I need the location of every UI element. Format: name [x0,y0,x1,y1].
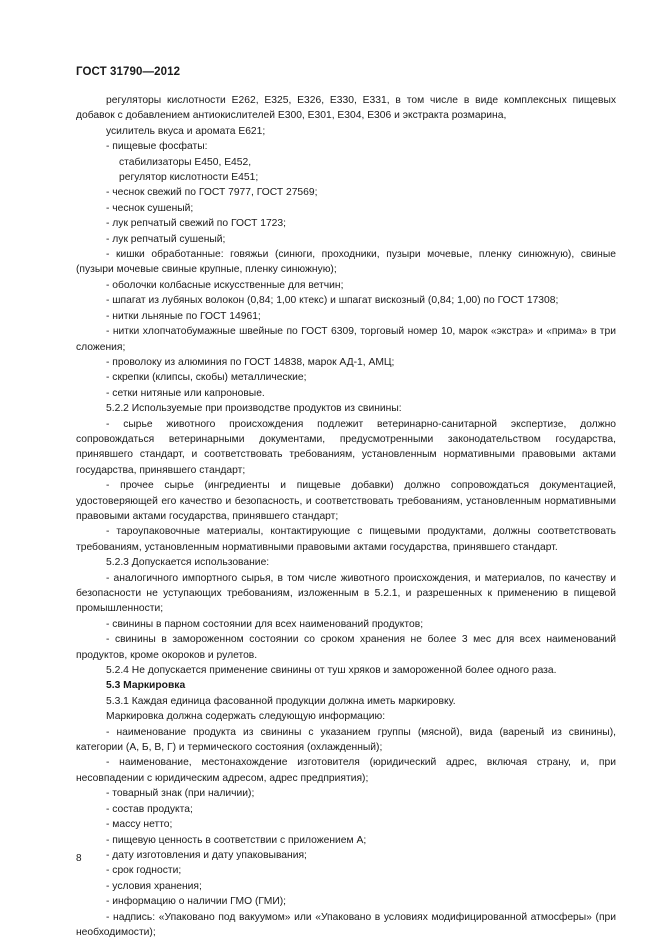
list-item: - товарный знак (при наличии); [106,788,255,800]
page-header-doc-id: ГОСТ 31790—2012 [76,66,181,78]
list-item: регулятор кислотности Е451; [119,172,259,184]
list-item: - чеснок сушеный; [106,202,194,214]
clause-5-2-2: 5.2.2 Используемые при производстве продуктов из свинины: [106,403,402,415]
list-item: - прочее сырье (ингредиенты и пищевые добавки) должно сопровождаться документацией, удостоверяющей его качество и безопасность, и соответствовать требованиям, установленным нормативными правовыми актами государства, принявшего стандарт; [76,480,616,522]
list-item: - свинины в замороженном состоянии со сроком хранения не более 3 мес для всех наименований продуктов, кроме окороков и рулетов. [76,634,616,661]
list-item: - оболочки колбасные искусственные для ветчин; [106,279,344,291]
paragraph: регуляторы кислотности Е262, Е325, Е326, Е330, Е331, в том числе в виде комплексных пищевых добавок с добавлением антиокислителей Е300, Е301, Е304, Е306 и экстракта розмарина, [76,95,616,122]
list-item: усилитель вкуса и аромата Е621; [106,125,266,137]
list-item: - пищевую ценность в соответствии с приложением А; [106,834,367,846]
clause-5-2-3: 5.2.3 Допускается использование: [106,557,270,569]
list-item: - лук репчатый сушеный; [106,233,226,245]
list-item: - надпись: «Упаковано под вакуумом» или «Упаковано в условиях модифицированной атмосферы» (при необходимости); [76,911,616,938]
paragraph: Маркировка должна содержать следующую информацию: [106,711,386,723]
list-item: - состав продукта; [106,803,193,815]
list-item: - сырье животного происхождения подлежит ветеринарно-санитарной экспертизе, должно сопровождаться ветеринарными документами, предусмотренными законодательством государства, принявшего стандарт, и соответствовать требованиям, установленным нормативными правовыми актами государства, принявшего стандарт; [76,418,616,476]
list-item: - наименование продукта из свинины с указанием группы (мясной), вида (вареный из свинины), категории (А, Б, В, Г) и термического состояния (охлажденный); [76,726,616,754]
list-item: - пищевые фосфаты: [106,141,208,153]
list-item: - информацию о наличии ГМО (ГМИ); [106,896,287,908]
list-item: - скрепки (клипсы, скобы) металлические; [106,372,307,384]
section-heading-5-3: 5.3 Маркировка [106,680,186,692]
list-item: стабилизаторы Е450, Е452, [119,156,252,168]
list-item: - аналогичного импортного сырья, в том числе животного происхождения, и материалов, по качеству и безопасности не уступающих требованиям, изложенным в 5.2.1, и разрешенных к применению в пищевой промышленности; [76,572,616,615]
list-item: - проволоку из алюминия по ГОСТ 14838, марок АД-1, АМЦ; [106,356,395,368]
document-body [76,93,616,940]
list-item: - сетки нитяные или капроновые. [106,387,265,399]
list-item: - кишки обработанные: говяжьи (синюги, проходники, пузыри мочевые, пленку синюжную), свиные (пузыри мочевые свиные крупные, пленку синюжную); [76,249,616,276]
list-item: - нитки хлопчатобумажные швейные по ГОСТ 6309, торговый номер 10, марок «экстра» и «прима» в три сложения; [76,326,616,353]
list-item: - чеснок свежий по ГОСТ 7977, ГОСТ 27569; [106,187,318,199]
list-item: - свинины в парном состоянии для всех наименований продуктов; [106,618,424,630]
list-item: - массу нетто; [106,819,173,831]
list-item: - лук репчатый свежий по ГОСТ 1723; [106,218,286,230]
list-item: - срок годности; [106,865,182,877]
clause-5-3-1: 5.3.1 Каждая единица фасованной продукции должна иметь маркировку. [106,695,456,707]
list-item: - шпагат из лубяных волокон (0,84; 1,00 ктекс) и шпагат вискозный (0,84; 1,00) по ГОСТ 17308; [106,295,559,307]
list-item: - нитки льняные по ГОСТ 14961; [106,310,261,322]
page-number: 8 [76,853,82,864]
list-item: - дату изготовления и дату упаковывания; [106,849,307,861]
list-item: - тароупаковочные материалы, контактирующие с пищевыми продуктами, должны соответствовать требованиям, установленным нормативными правовыми актами государства, принявшего стандарт. [76,526,616,553]
list-item: - условия хранения; [106,880,202,892]
clause-5-2-4: 5.2.4 Не допускается применение свинины от туш хряков и замороженной более одного раза. [106,665,557,677]
list-item: - наименование, местонахождение изготовителя (юридический адрес, включая страну, и, при несовпадении с юридическим адресом, адрес предприятия); [76,757,616,784]
